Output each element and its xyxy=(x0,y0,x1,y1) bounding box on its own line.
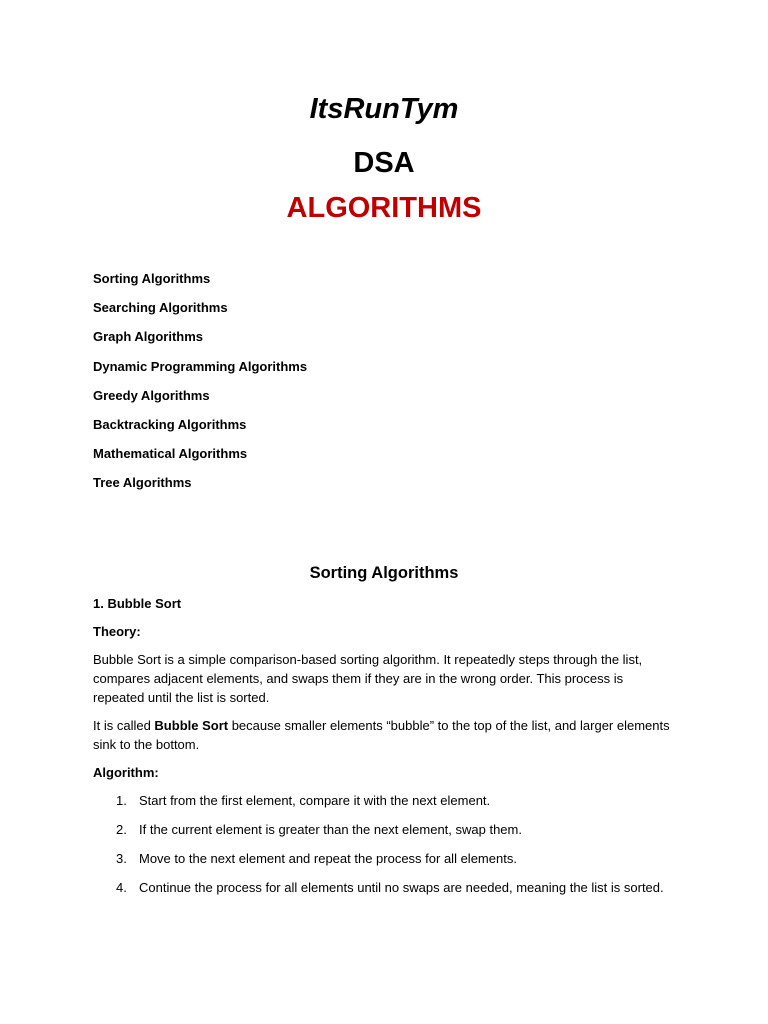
algorithm-step xyxy=(93,820,673,839)
toc-item: Backtracking Algorithms xyxy=(93,416,247,432)
section-content xyxy=(93,594,673,907)
name-explanation-suffix: because smaller elements “bubble” to the top of the list, and larger elements sink to the bottom. xyxy=(93,718,670,752)
theory-label: Theory: xyxy=(93,624,141,639)
step-number: 4. xyxy=(116,880,127,895)
step-text: Continue the process for all elements until no swaps are needed, meaning the list is sorted. xyxy=(139,880,664,895)
algorithm-label: Algorithm: xyxy=(93,765,159,780)
toc-item: Greedy Algorithms xyxy=(93,387,210,403)
toc-item: Sorting Algorithms xyxy=(93,271,211,286)
document-title: ALGORITHMS xyxy=(286,192,482,224)
algorithm-step xyxy=(93,878,673,897)
name-explanation-bold: Bubble Sort xyxy=(154,718,229,733)
subject-heading: DSA xyxy=(353,147,415,179)
step-text: Start from the first element, compare it with the next element. xyxy=(139,793,491,808)
subsection-heading: 1. Bubble Sort xyxy=(93,596,182,611)
step-text: If the current element is greater than the next element, swap them. xyxy=(139,822,522,837)
toc-item: Dynamic Programming Algorithms xyxy=(93,358,308,374)
step-number: 3. xyxy=(116,851,127,866)
algorithm-step xyxy=(93,849,673,868)
algorithm-step xyxy=(93,791,673,810)
step-number: 2. xyxy=(116,822,127,837)
theory-paragraph: Bubble Sort is a simple comparison-based sorting algorithm. It repeatedly steps through the list, compares adjacent elements, and swaps them if they are in the wrong order. This process is repeated until the list is sorted. xyxy=(93,652,643,705)
step-text: Move to the next element and repeat the process for all elements. xyxy=(139,851,517,866)
toc-item: Graph Algorithms xyxy=(93,329,204,345)
section-heading: Sorting Algorithms xyxy=(309,564,459,582)
name-explanation-prefix: It is called xyxy=(93,718,155,733)
toc-item: Mathematical Algorithms xyxy=(93,446,248,462)
algorithm-steps xyxy=(93,791,673,897)
toc-item: Searching Algorithms xyxy=(93,300,228,316)
name-explanation-paragraph xyxy=(93,716,673,754)
toc-item: Tree Algorithms xyxy=(93,475,192,491)
step-number: 1. xyxy=(116,793,127,808)
brand-title: ItsRunTym xyxy=(309,93,459,125)
table-of-contents xyxy=(93,268,307,502)
